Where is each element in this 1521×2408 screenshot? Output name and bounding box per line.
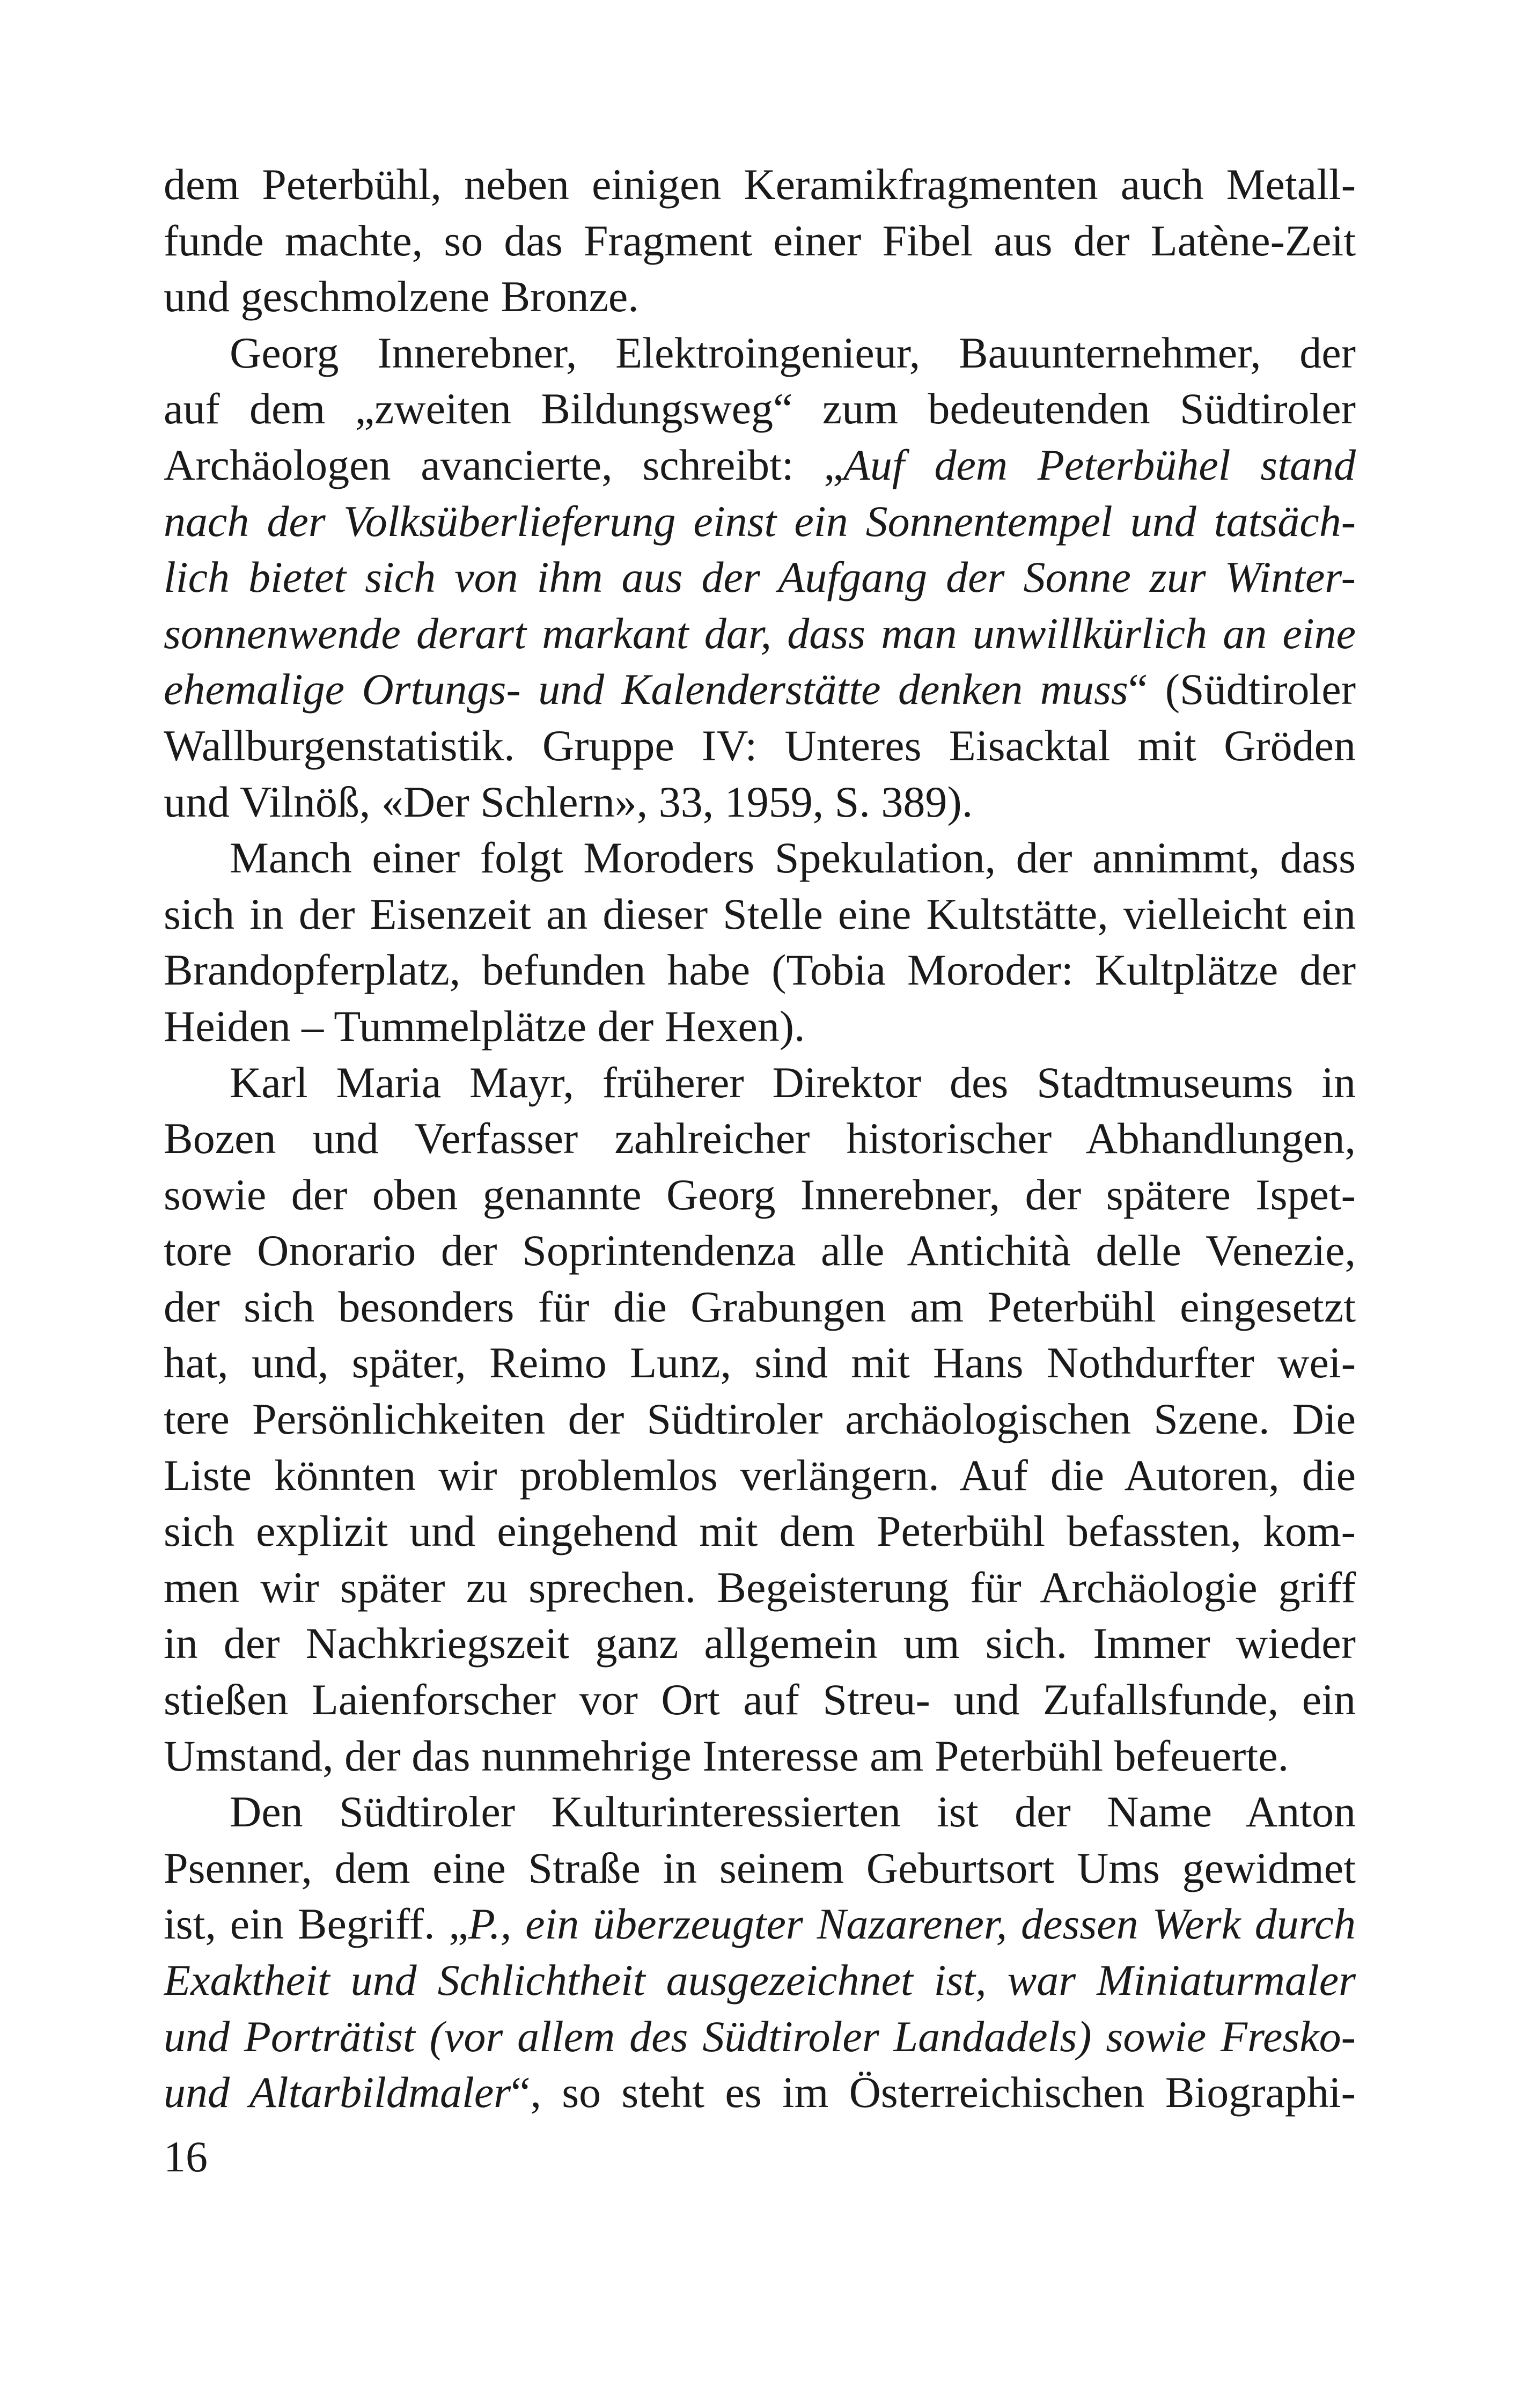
paragraph-4 (164, 1055, 1356, 1785)
text-line: der sich besonders für die Grabungen am Peterbühl eingesetzt (164, 1282, 1356, 1331)
paragraph-5 (164, 1784, 1356, 2121)
text-line: sich in der Eisenzeit an dieser Stelle eine Kultstätte, vielleicht ein (164, 889, 1356, 938)
text-line: Psenner, dem eine Straße in seinem Geburtsort Ums gewidmet (164, 1843, 1356, 1892)
text-line: Archäologen avancierte, schreibt: „Auf dem Peterbühel stand (164, 440, 1356, 489)
page-number: 16 (164, 2132, 208, 2181)
text-line: Manch einer folgt Moroders Spekulation, der annimmt, dass (230, 833, 1356, 883)
text-line: und Altarbildmaler“, so steht es im Österreichischen Biographi- (164, 2068, 1356, 2117)
text-line: Georg Innerebner, Elektroingenieur, Bauunternehmer, der (230, 328, 1356, 377)
text-line: stießen Laienforscher vor Ort auf Streu- und Zufallsfunde, ein (164, 1675, 1356, 1724)
text-line: nach der Volksüberlieferung einst ein Sonnentempel und tatsäch- (164, 496, 1356, 546)
paragraph-2 (164, 325, 1356, 830)
text-line: tere Persönlichkeiten der Südtiroler archäologischen Szene. Die (164, 1394, 1356, 1444)
text-line: Exaktheit und Schlichtheit ausgezeichnet ist, war Miniaturmaler (164, 1956, 1356, 2005)
text-line: Umstand, der das nunmehrige Interesse am Peterbühl befeuerte. (164, 1731, 1289, 1780)
text-line: hat, und, später, Reimo Lunz, sind mit Hans Nothdurfter wei- (164, 1338, 1356, 1387)
text-line: und geschmolzene Bronze. (164, 272, 639, 321)
text-line: dem Peterbühl, neben einigen Keramikfragmenten auch Metall- (164, 160, 1356, 209)
text-line: Den Südtiroler Kulturinteressierten ist der Name Anton (230, 1787, 1356, 1837)
text-line: und Vilnöß, «Der Schlern», 33, 1959, S. 389). (164, 777, 973, 826)
text-line: tore Onorario der Soprintendenza alle Antichità delle Venezie, (164, 1226, 1356, 1275)
text-line: auf dem „zweiten Bildungsweg“ zum bedeutenden Südtiroler (164, 384, 1356, 434)
text-line: Karl Maria Mayr, früherer Direktor des Stadtmuseums in (230, 1058, 1356, 1107)
paragraph-3 (164, 830, 1356, 1054)
text-line: sonnenwende derart markant dar, dass man unwillkürlich an eine (164, 608, 1356, 658)
text-line: sowie der oben genannte Georg Innerebner, der spätere Ispet- (164, 1170, 1356, 1219)
text-line: Wallburgenstatistik. Gruppe IV: Unteres Eisacktal mit Gröden (164, 721, 1356, 770)
text-line: ist, ein Begriff. „P., ein überzeugter Nazarener, dessen Werk durch (164, 1899, 1356, 1949)
text-line: Bozen und Verfasser zahlreicher historischer Abhandlungen, (164, 1114, 1356, 1163)
text-line: in der Nachkriegszeit ganz allgemein um sich. Immer wieder (164, 1619, 1356, 1668)
text-line: ehemalige Ortungs- und Kalenderstätte denken muss“ (Südtiroler (164, 665, 1356, 714)
text-line: und Porträtist (vor allem des Südtiroler Landadels) sowie Fresko- (164, 2011, 1356, 2061)
paragraph-1 (164, 157, 1356, 325)
text-line: Liste könnten wir problemlos verlängern. Auf die Autoren, die (164, 1450, 1356, 1500)
text-line: Heiden – Tummelplätze der Hexen). (164, 1001, 805, 1051)
text-line: funde machte, so das Fragment einer Fibel aus der Latène-Zeit (164, 216, 1356, 265)
text-line: sich explizit und eingehend mit dem Peterbühl befassten, kom- (164, 1507, 1356, 1556)
text-line: men wir später zu sprechen. Begeisterung für Archäologie griff (164, 1562, 1356, 1612)
text-line: lich bietet sich von ihm aus der Aufgang der Sonne zur Winter- (164, 553, 1356, 602)
text-line: Brandopferplatz, befunden habe (Tobia Moroder: Kultplätze der (164, 945, 1356, 995)
page-body (164, 157, 1356, 2121)
